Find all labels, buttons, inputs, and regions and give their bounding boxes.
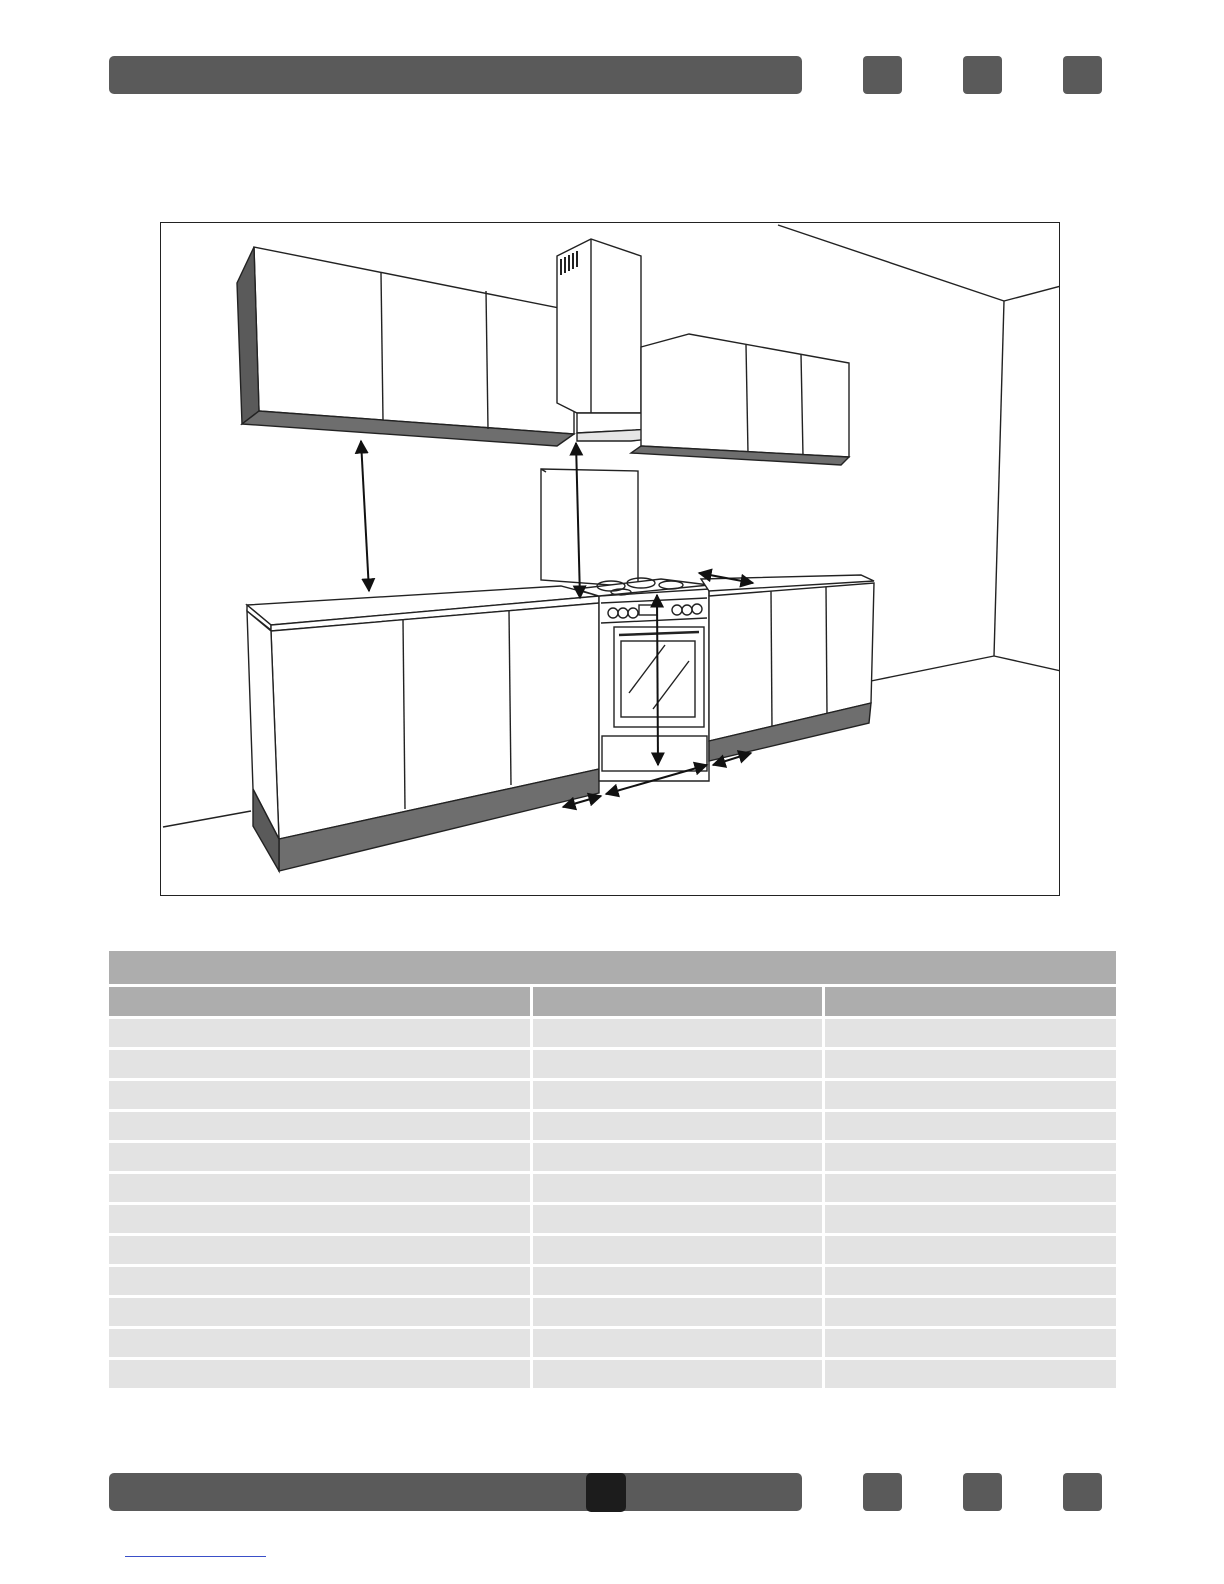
table-cell xyxy=(109,1298,530,1326)
table-cell xyxy=(825,1050,1116,1078)
dimensions-grid xyxy=(106,984,1119,1391)
table-cell xyxy=(109,1143,530,1171)
table-cell xyxy=(825,1019,1116,1047)
kitchen-installation-figure xyxy=(160,222,1060,896)
table-cell xyxy=(533,1236,823,1264)
table-cell xyxy=(533,1081,823,1109)
table-header-row xyxy=(109,987,1116,1016)
floor-edge-line xyxy=(163,811,251,827)
kitchen-installation-clearance-diagram xyxy=(161,223,1060,896)
table-cell xyxy=(533,1360,823,1388)
table-cell xyxy=(825,1205,1116,1233)
right-wall-cabinet-front xyxy=(641,334,849,457)
table-cell xyxy=(825,1143,1116,1171)
clearance-arrow-cooker-height xyxy=(657,595,658,765)
footer-link[interactable] xyxy=(125,1556,266,1557)
table-cell xyxy=(533,1112,823,1140)
table-row xyxy=(109,1050,1116,1078)
table-cell xyxy=(533,1143,823,1171)
left-wall-cabinet-front xyxy=(254,247,574,434)
table-cell xyxy=(109,1236,530,1264)
splashback-panel xyxy=(541,469,638,587)
table-cell xyxy=(825,1174,1116,1202)
table-cell xyxy=(109,1360,530,1388)
table-cell xyxy=(825,1360,1116,1388)
table-cell xyxy=(825,1267,1116,1295)
table-cell xyxy=(109,1205,530,1233)
column-header xyxy=(825,987,1116,1016)
table-row xyxy=(109,1360,1116,1388)
table-cell xyxy=(825,1081,1116,1109)
ceiling-edge-line xyxy=(778,225,1004,301)
table-cell xyxy=(109,1267,530,1295)
table-cell xyxy=(109,1081,530,1109)
table-row xyxy=(109,1174,1116,1202)
column-header xyxy=(109,987,530,1016)
table-row xyxy=(109,1112,1116,1140)
floor-edge-line xyxy=(871,656,994,681)
table-cell xyxy=(825,1329,1116,1357)
table-row xyxy=(109,1143,1116,1171)
table-cell xyxy=(825,1112,1116,1140)
header-bar xyxy=(109,56,802,94)
table-cell xyxy=(533,1050,823,1078)
clearance-arrow-worktop-to-cabinet xyxy=(361,441,369,591)
header-tab-marker-3 xyxy=(1063,56,1102,94)
table-cell xyxy=(533,1298,823,1326)
table-cell xyxy=(533,1019,823,1047)
table-row xyxy=(109,1019,1116,1047)
table-row xyxy=(109,1267,1116,1295)
table-cell xyxy=(533,1205,823,1233)
header-tab-marker-2 xyxy=(963,56,1002,94)
storage-drawer xyxy=(602,736,707,771)
table-cell xyxy=(109,1174,530,1202)
table-row xyxy=(109,1329,1116,1357)
table-cell xyxy=(533,1329,823,1357)
table-cell xyxy=(109,1112,530,1140)
table-cell xyxy=(533,1267,823,1295)
table-cell xyxy=(533,1174,823,1202)
table-row xyxy=(109,1236,1116,1264)
installation-dimensions-table xyxy=(109,951,1116,1391)
table-cell xyxy=(109,1329,530,1357)
footer-tab-marker-1 xyxy=(863,1473,902,1511)
footer-bar xyxy=(109,1473,802,1511)
table-cell xyxy=(825,1298,1116,1326)
table-row xyxy=(109,1205,1116,1233)
table-title-bar xyxy=(109,951,1116,984)
header-tab-marker-1 xyxy=(863,56,902,94)
table-cell xyxy=(109,1050,530,1078)
wall-corner-line xyxy=(994,301,1004,656)
table-cell xyxy=(109,1019,530,1047)
table-row xyxy=(109,1081,1116,1109)
page-number-marker xyxy=(586,1473,626,1512)
table-row xyxy=(109,1298,1116,1326)
table-cell xyxy=(825,1236,1116,1264)
footer-tab-marker-3 xyxy=(1063,1473,1102,1511)
floor-edge-line xyxy=(994,656,1060,671)
column-header xyxy=(533,987,823,1016)
ceiling-edge-line xyxy=(1004,286,1060,301)
footer-tab-marker-2 xyxy=(963,1473,1002,1511)
